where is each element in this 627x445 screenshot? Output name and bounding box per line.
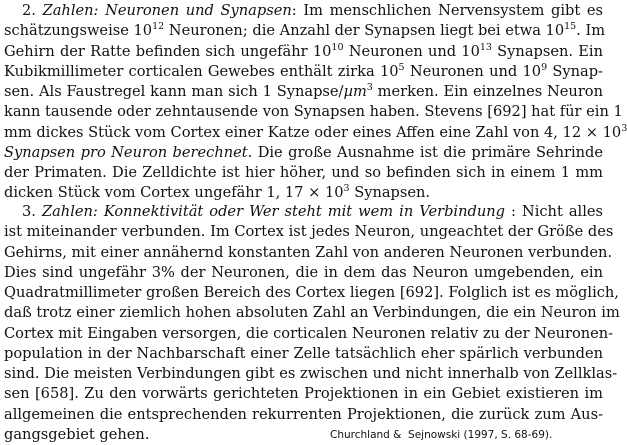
text-run: gangsgebiet gehen. xyxy=(4,425,150,443)
text-run: sind. Die meisten Verbindungen gibt es zwischen und nicht innerhalb von Zellklas- xyxy=(4,365,618,382)
superscript: 12 xyxy=(152,21,165,33)
text-run: sen [658]. Zu den vorwärts gerichteten Projektionen in ein Gebiet existieren im xyxy=(4,385,603,403)
text-line xyxy=(4,405,603,425)
superscript: 15 xyxy=(564,21,577,33)
text-line xyxy=(4,324,614,344)
text-run: Synapsen. Ein xyxy=(491,42,603,60)
text-line xyxy=(4,122,627,143)
text-run: allgemeinen die entsprechenden rekurrenten Projektionen, die zurück zum Aus- xyxy=(4,405,603,423)
text-run: : Im menschlichen Nervensystem gibt es xyxy=(291,2,603,19)
text-line xyxy=(4,263,603,283)
citation: Churchland & Sejnowski (1997, S. 68-69). xyxy=(330,429,553,441)
text-run: ist miteinander verbunden. Im Cortex ist jedes Neuron, ungeachtet der Größe des xyxy=(4,223,614,241)
text-run: Dies sind ungefähr 3% der Neuronen, die in dem das Neuron umgebenden, ein xyxy=(4,263,603,281)
text-line xyxy=(4,243,613,263)
text-line xyxy=(4,102,623,122)
text-run: 2. xyxy=(22,2,43,19)
superscript: 3 xyxy=(343,183,350,195)
text-run: Gehirn der Ratte befinden sich ungefähr 10 xyxy=(4,42,332,60)
superscript: 5 xyxy=(398,61,405,73)
text-line xyxy=(4,62,603,82)
text-line xyxy=(4,222,614,242)
text-run: : Nicht alles xyxy=(504,203,603,220)
text-line xyxy=(22,202,603,222)
text-run: Neuronen; die Anzahl der Synapsen liegt bei etwa 10 xyxy=(164,22,565,40)
text-run: der Primaten. Die Zelldichte ist hier höher, und so befinden sich in einem 1 mm xyxy=(4,164,603,181)
italic-run: µm xyxy=(343,83,367,100)
italic-run: Zahlen: Neuronen und Synapsen xyxy=(42,2,292,19)
text-line xyxy=(4,183,603,203)
text-run: daß trotz einer ziemlich hohen absoluten Zahl an Verbindungen, die ein Neuron im xyxy=(4,304,620,322)
text-run: Gehirns, mit einer annähernd konstanten Zahl von anderen Neuronen verbunden. xyxy=(4,243,613,261)
text-run: Kubikmillimeter corticalen Gewebes enthält zirka 10 xyxy=(4,62,399,80)
text-run: Neuronen und 10 xyxy=(343,42,480,60)
superscript: 3 xyxy=(621,122,627,134)
text-run: . Die große Ausnahme ist die primäre Sehrinde xyxy=(247,143,603,161)
italic-run: Zahlen: Konnektivität oder Wer steht mit wem in Verbindung xyxy=(41,203,505,220)
text-line xyxy=(4,42,603,62)
text-run: dicken Stück vom Cortex ungefähr 1, 17 × 10 xyxy=(4,184,344,202)
text-line xyxy=(4,384,603,404)
text-line xyxy=(4,303,620,323)
text-line xyxy=(4,163,603,183)
text-line xyxy=(22,1,603,21)
text-run: sen. Als Faustregel kann man sich 1 Synapse/ xyxy=(4,83,344,100)
text-run: 3. xyxy=(22,203,42,220)
text-run: kann tausende oder zehntausende von Synapsen haben. Stevens [692] hat für ein 1 xyxy=(4,103,623,121)
text-run: . Im xyxy=(576,22,606,40)
text-line xyxy=(4,364,618,384)
text-run: mm dickes Stück vom Cortex einer Katze oder eines Affen eine Zahl von 4, 12 × 10 xyxy=(4,123,622,141)
superscript: 10 xyxy=(331,41,344,53)
text-line xyxy=(4,283,619,303)
text-run: schätzungsweise 10 xyxy=(4,22,153,40)
text-line xyxy=(4,82,603,102)
superscript: 13 xyxy=(479,41,492,53)
text-line xyxy=(4,143,603,163)
superscript: 9 xyxy=(541,61,548,73)
text-run: Synapsen. xyxy=(349,184,431,202)
italic-run: Synapsen pro Neuron berechnet xyxy=(4,143,248,161)
text-run: Cortex mit Eingaben versorgen, die corticalen Neuronen relativ zu der Neuronen- xyxy=(4,324,614,342)
text-run: Neuronen und 10 xyxy=(404,62,542,80)
superscript: 3 xyxy=(366,82,373,93)
text-line xyxy=(4,21,606,41)
text-run: Quadratmillimeter großen Bereich des Cortex liegen [692]. Folglich ist es möglich, xyxy=(4,284,619,301)
text-run: population in der Nachbarschaft einer Zelle tatsächlich eher spärlich verbunden xyxy=(4,344,603,362)
text-run: merken. Ein einzelnes Neuron xyxy=(372,83,603,100)
text-line xyxy=(4,344,603,364)
text-run: Synap- xyxy=(547,62,603,80)
